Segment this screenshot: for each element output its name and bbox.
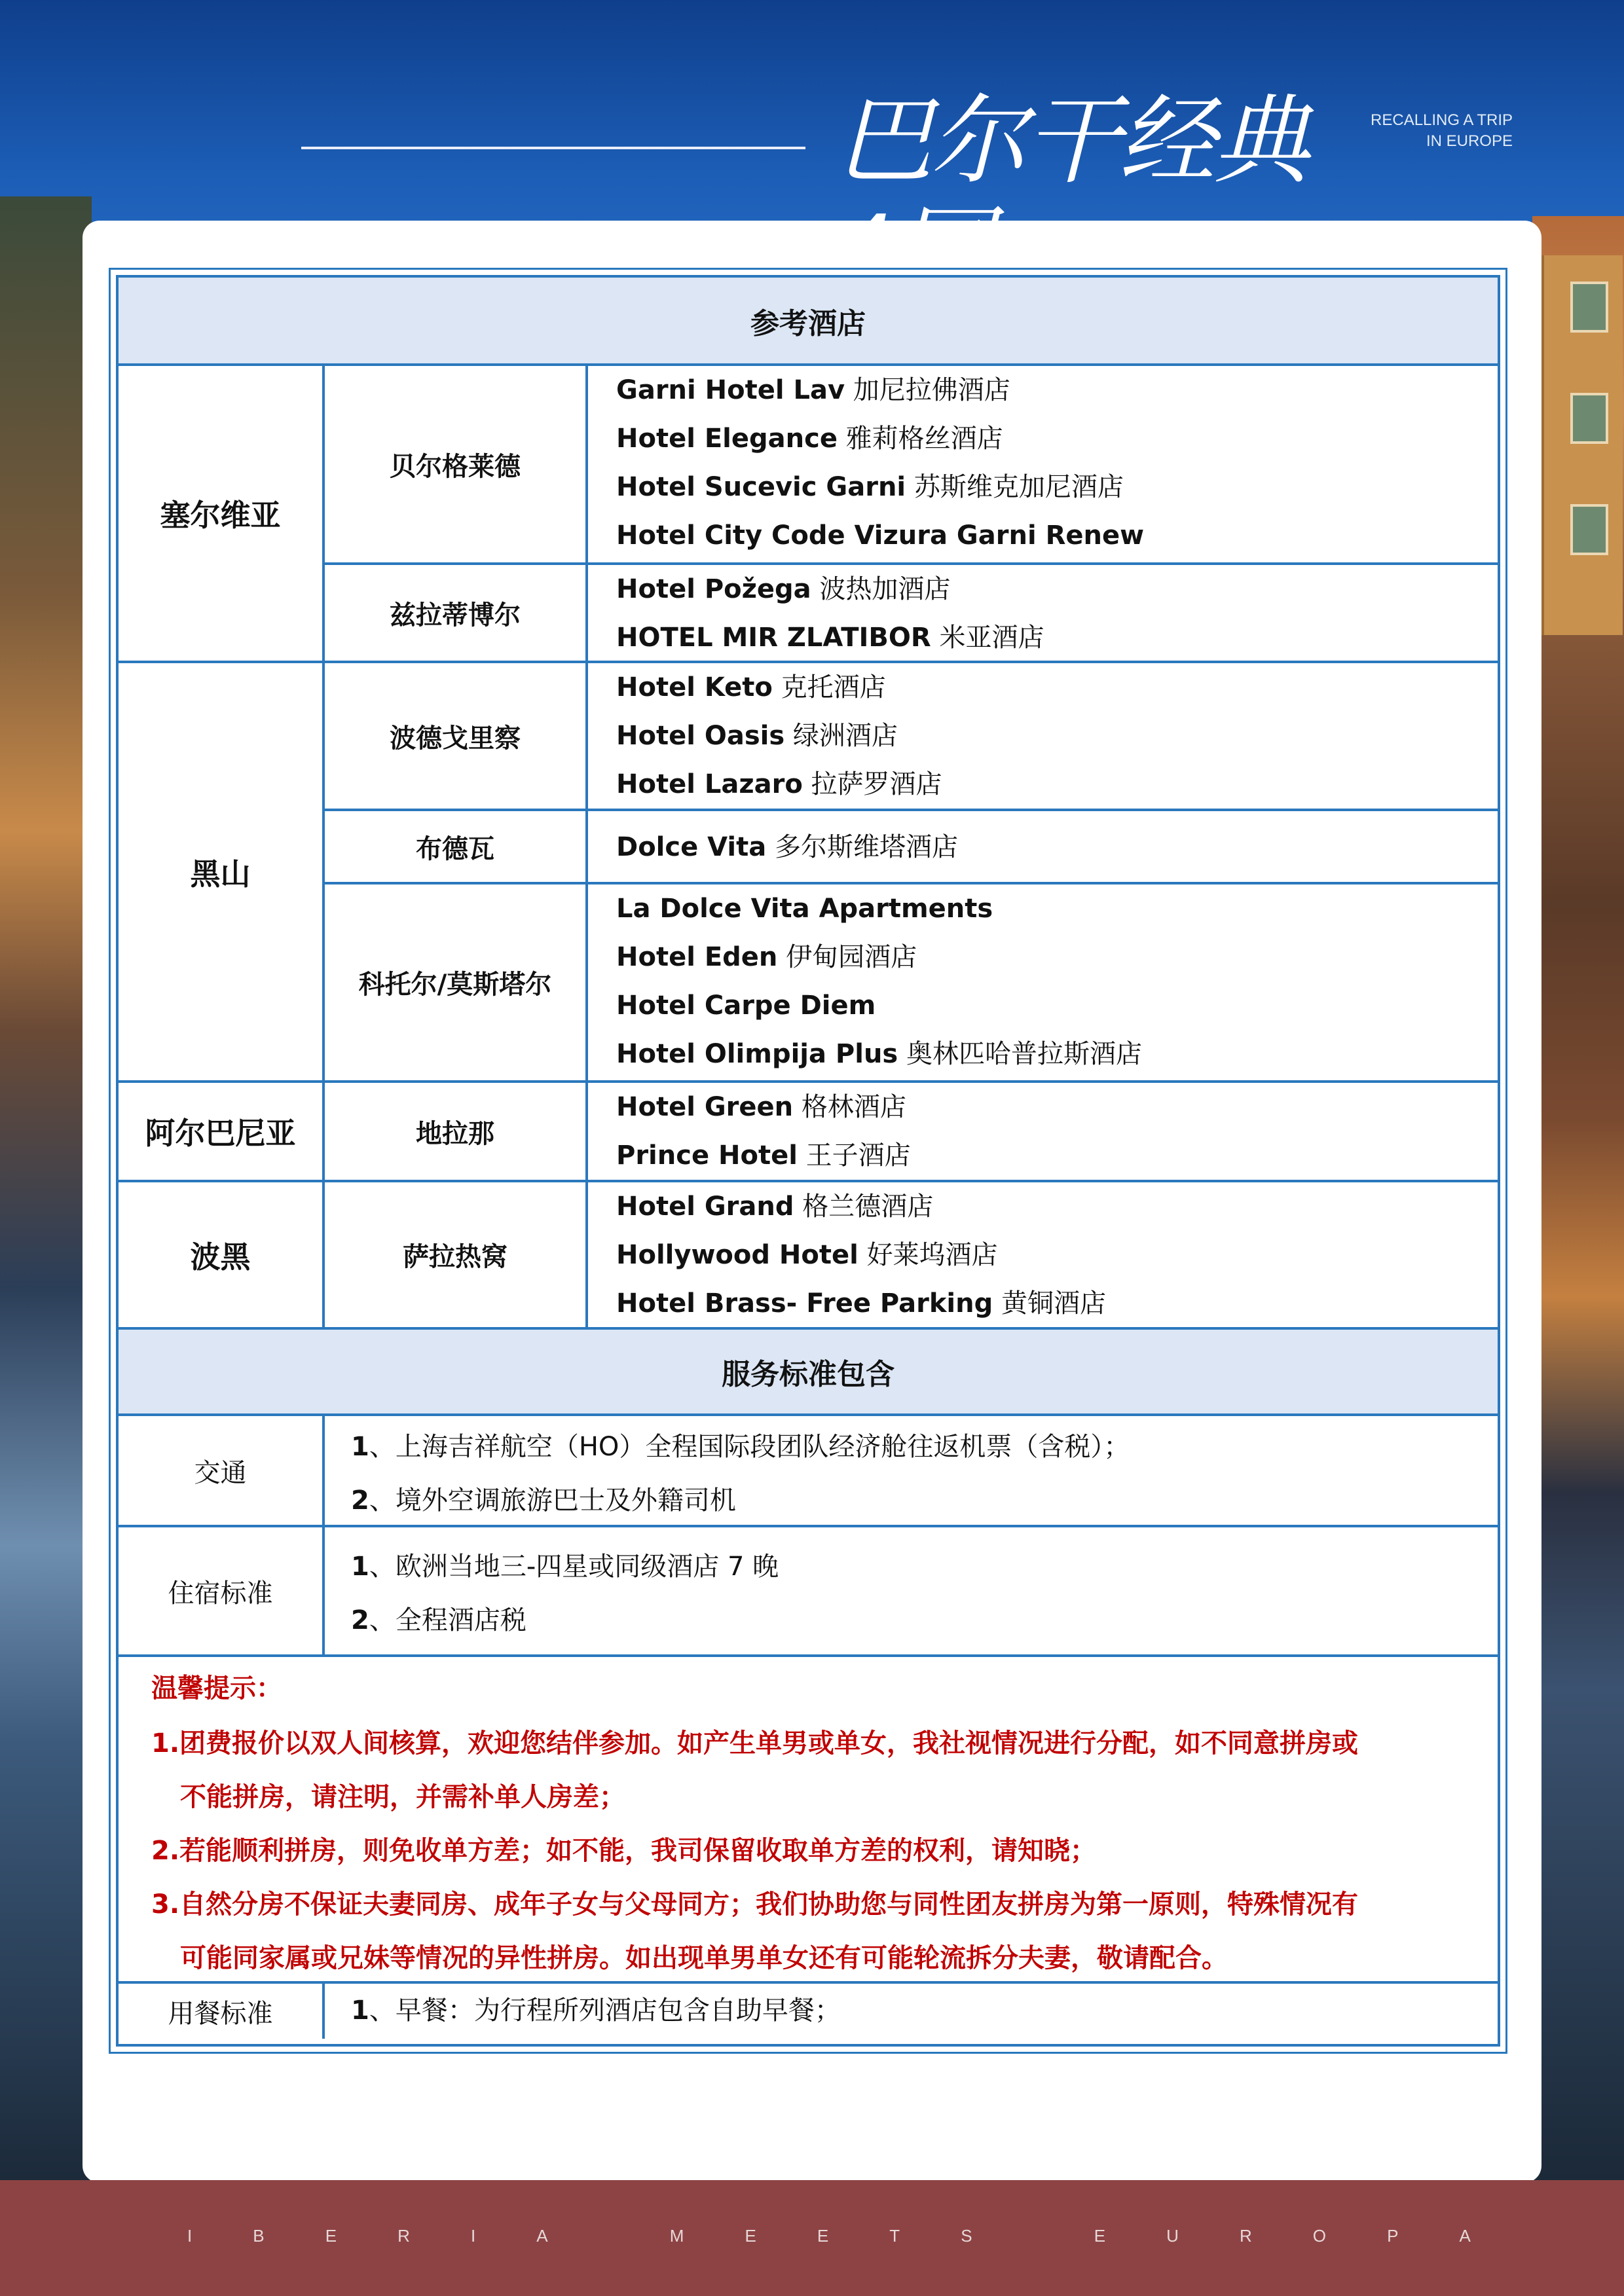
hotel-entry: Hotel Elegance 雅莉格丝酒店	[616, 424, 1003, 454]
transport-label: 交通	[194, 1457, 247, 1488]
hotel-entry: HOTEL MIR ZLATIBOR 米亚酒店	[616, 623, 1044, 653]
country-serbia: 塞尔维亚	[160, 498, 281, 533]
tip-line: 3.自然分房不保证夫妻同房、成年子女与父母同方；我们协助您与同性团友拼房为第一原则，特殊情况有	[151, 1889, 1359, 1920]
tip-line: 可能同家属或兄妹等情况的异性拼房。如出现单男单女还有可能轮流拆分夫妻，敬请配合。	[180, 1943, 1228, 1973]
hotel-entry: Hotel Carpe Diem	[616, 991, 876, 1021]
footer-letter: P	[1387, 2226, 1399, 2246]
building-image	[1540, 255, 1623, 635]
footer-letter: R	[1239, 2226, 1252, 2246]
column-divider	[585, 366, 588, 1335]
city-sarajevo: 萨拉热窝	[403, 1242, 507, 1272]
country-bosnia: 波黑	[190, 1239, 251, 1275]
window-shape	[1570, 282, 1608, 333]
footer-letter: A	[536, 2226, 548, 2246]
meals-item: 1、早餐：为行程所列酒店包含自助早餐；	[351, 1995, 841, 2026]
window-shape	[1570, 504, 1608, 555]
hotel-entry: Hollywood Hotel 好莱坞酒店	[616, 1240, 998, 1270]
footer-letter: E	[325, 2226, 337, 2246]
transport-item: 2、境外空调旅游巴士及外籍司机	[351, 1485, 736, 1516]
hotel-entry: Hotel Oasis 绿洲酒店	[616, 721, 898, 751]
transport-item: 1、上海吉祥航空（HO）全程国际段团队经济舱往返机票（含税）；	[351, 1432, 1130, 1462]
city-budva: 布德瓦	[416, 833, 494, 864]
tip-line: 2.若能顺利拼房，则免收单方差；如不能，我司保留收取单方差的权利，请知晓；	[151, 1836, 1097, 1866]
hotel-entry: Hotel Olimpija Plus 奥林匹哈普拉斯酒店	[616, 1039, 1142, 1069]
footer-letter: T	[889, 2226, 900, 2246]
hotel-entry: Hotel Keto 克托酒店	[616, 672, 886, 702]
tip-line: 不能拼房，请注明，并需补单人房差；	[180, 1782, 625, 1812]
footer-letter: S	[961, 2226, 972, 2246]
header-rule	[301, 147, 805, 149]
divider	[119, 1525, 1498, 1527]
hotel-entry: Hotel Sucevic Garni 苏斯维克加尼酒店	[616, 472, 1124, 502]
hotel-entry: Hotel City Code Vizura Garni Renew	[616, 520, 1145, 551]
itinerary-table	[109, 268, 1507, 2054]
lodging-label: 住宿标准	[168, 1578, 273, 1609]
services-heading: 服务标准包含	[119, 1330, 1498, 1413]
scenery-left-strip	[0, 196, 92, 2180]
hotel-entry: Hotel Eden 伊甸园酒店	[616, 942, 917, 972]
footer-letter: A	[1459, 2226, 1471, 2246]
divider	[119, 1413, 1498, 1416]
footer-letter: E	[745, 2226, 756, 2246]
hotel-entry: La Dolce Vita Apartments	[616, 894, 993, 924]
brand-tagline	[1329, 110, 1513, 152]
country-montenegro: 黑山	[190, 856, 251, 892]
scenery-right-strip	[1532, 216, 1624, 2180]
meals-label: 用餐标准	[168, 1998, 273, 2029]
hotel-entry: Prince Hotel 王子酒店	[616, 1140, 911, 1171]
tip-line: 1.团费报价以双人间核算，欢迎您结伴参加。如产生单男或单女，我社视情况进行分配，如不同意拼房或	[151, 1728, 1359, 1758]
lodging-item: 1、欧洲当地三-四星或同级酒店 7 晚	[351, 1552, 779, 1582]
city-podgorica: 波德戈里察	[390, 723, 521, 754]
hotel-entry: Hotel Požega 波热加酒店	[616, 574, 951, 604]
city-tirana: 地拉那	[416, 1118, 494, 1149]
hotel-entry: Hotel Grand 格兰德酒店	[616, 1192, 934, 1222]
city-belgrade: 贝尔格莱德	[390, 451, 521, 482]
city-kotor-mostar: 科托尔/莫斯塔尔	[358, 970, 552, 1000]
window-shape	[1570, 393, 1608, 444]
footer-slogan	[187, 2226, 1471, 2246]
column-divider	[322, 1416, 325, 1654]
tagline-line-1: RECALLING A TRIP	[1371, 111, 1513, 129]
footer-letter: R	[397, 2226, 410, 2246]
hotel-entry: Dolce Vita 多尔斯维塔酒店	[616, 832, 958, 862]
hotel-entry: Hotel Lazaro 拉萨罗酒店	[616, 769, 942, 799]
footer-letter: B	[253, 2226, 265, 2246]
hotel-entry: Hotel Brass- Free Parking 黄铜酒店	[616, 1288, 1106, 1319]
footer-letter: I	[187, 2226, 193, 2246]
footer-letter: E	[817, 2226, 829, 2246]
footer-band	[0, 2180, 1624, 2296]
hotels-heading: 参考酒店	[119, 278, 1498, 363]
footer-letter: I	[470, 2226, 476, 2246]
hotel-entry: Hotel Green 格林酒店	[616, 1092, 906, 1122]
lodging-item: 2、全程酒店税	[351, 1605, 526, 1635]
column-divider	[322, 1984, 325, 2039]
hotel-entry: Garni Hotel Lav 加尼拉佛酒店	[616, 375, 1010, 405]
footer-letter: U	[1166, 2226, 1179, 2246]
country-albania: 阿尔巴尼亚	[145, 1116, 296, 1151]
footer-letter: M	[669, 2226, 684, 2246]
tagline-line-2: IN EUROPE	[1426, 132, 1513, 150]
brand-title: 巴尔干经典	[836, 84, 1307, 197]
footer-letter: E	[1094, 2226, 1106, 2246]
footer-letter: O	[1312, 2226, 1327, 2246]
tips-block	[151, 1657, 1467, 1981]
table-inner-frame	[116, 275, 1500, 2047]
city-zlatibor: 兹拉蒂博尔	[390, 600, 521, 630]
tips-title: 温馨提示：	[151, 1673, 282, 1704]
